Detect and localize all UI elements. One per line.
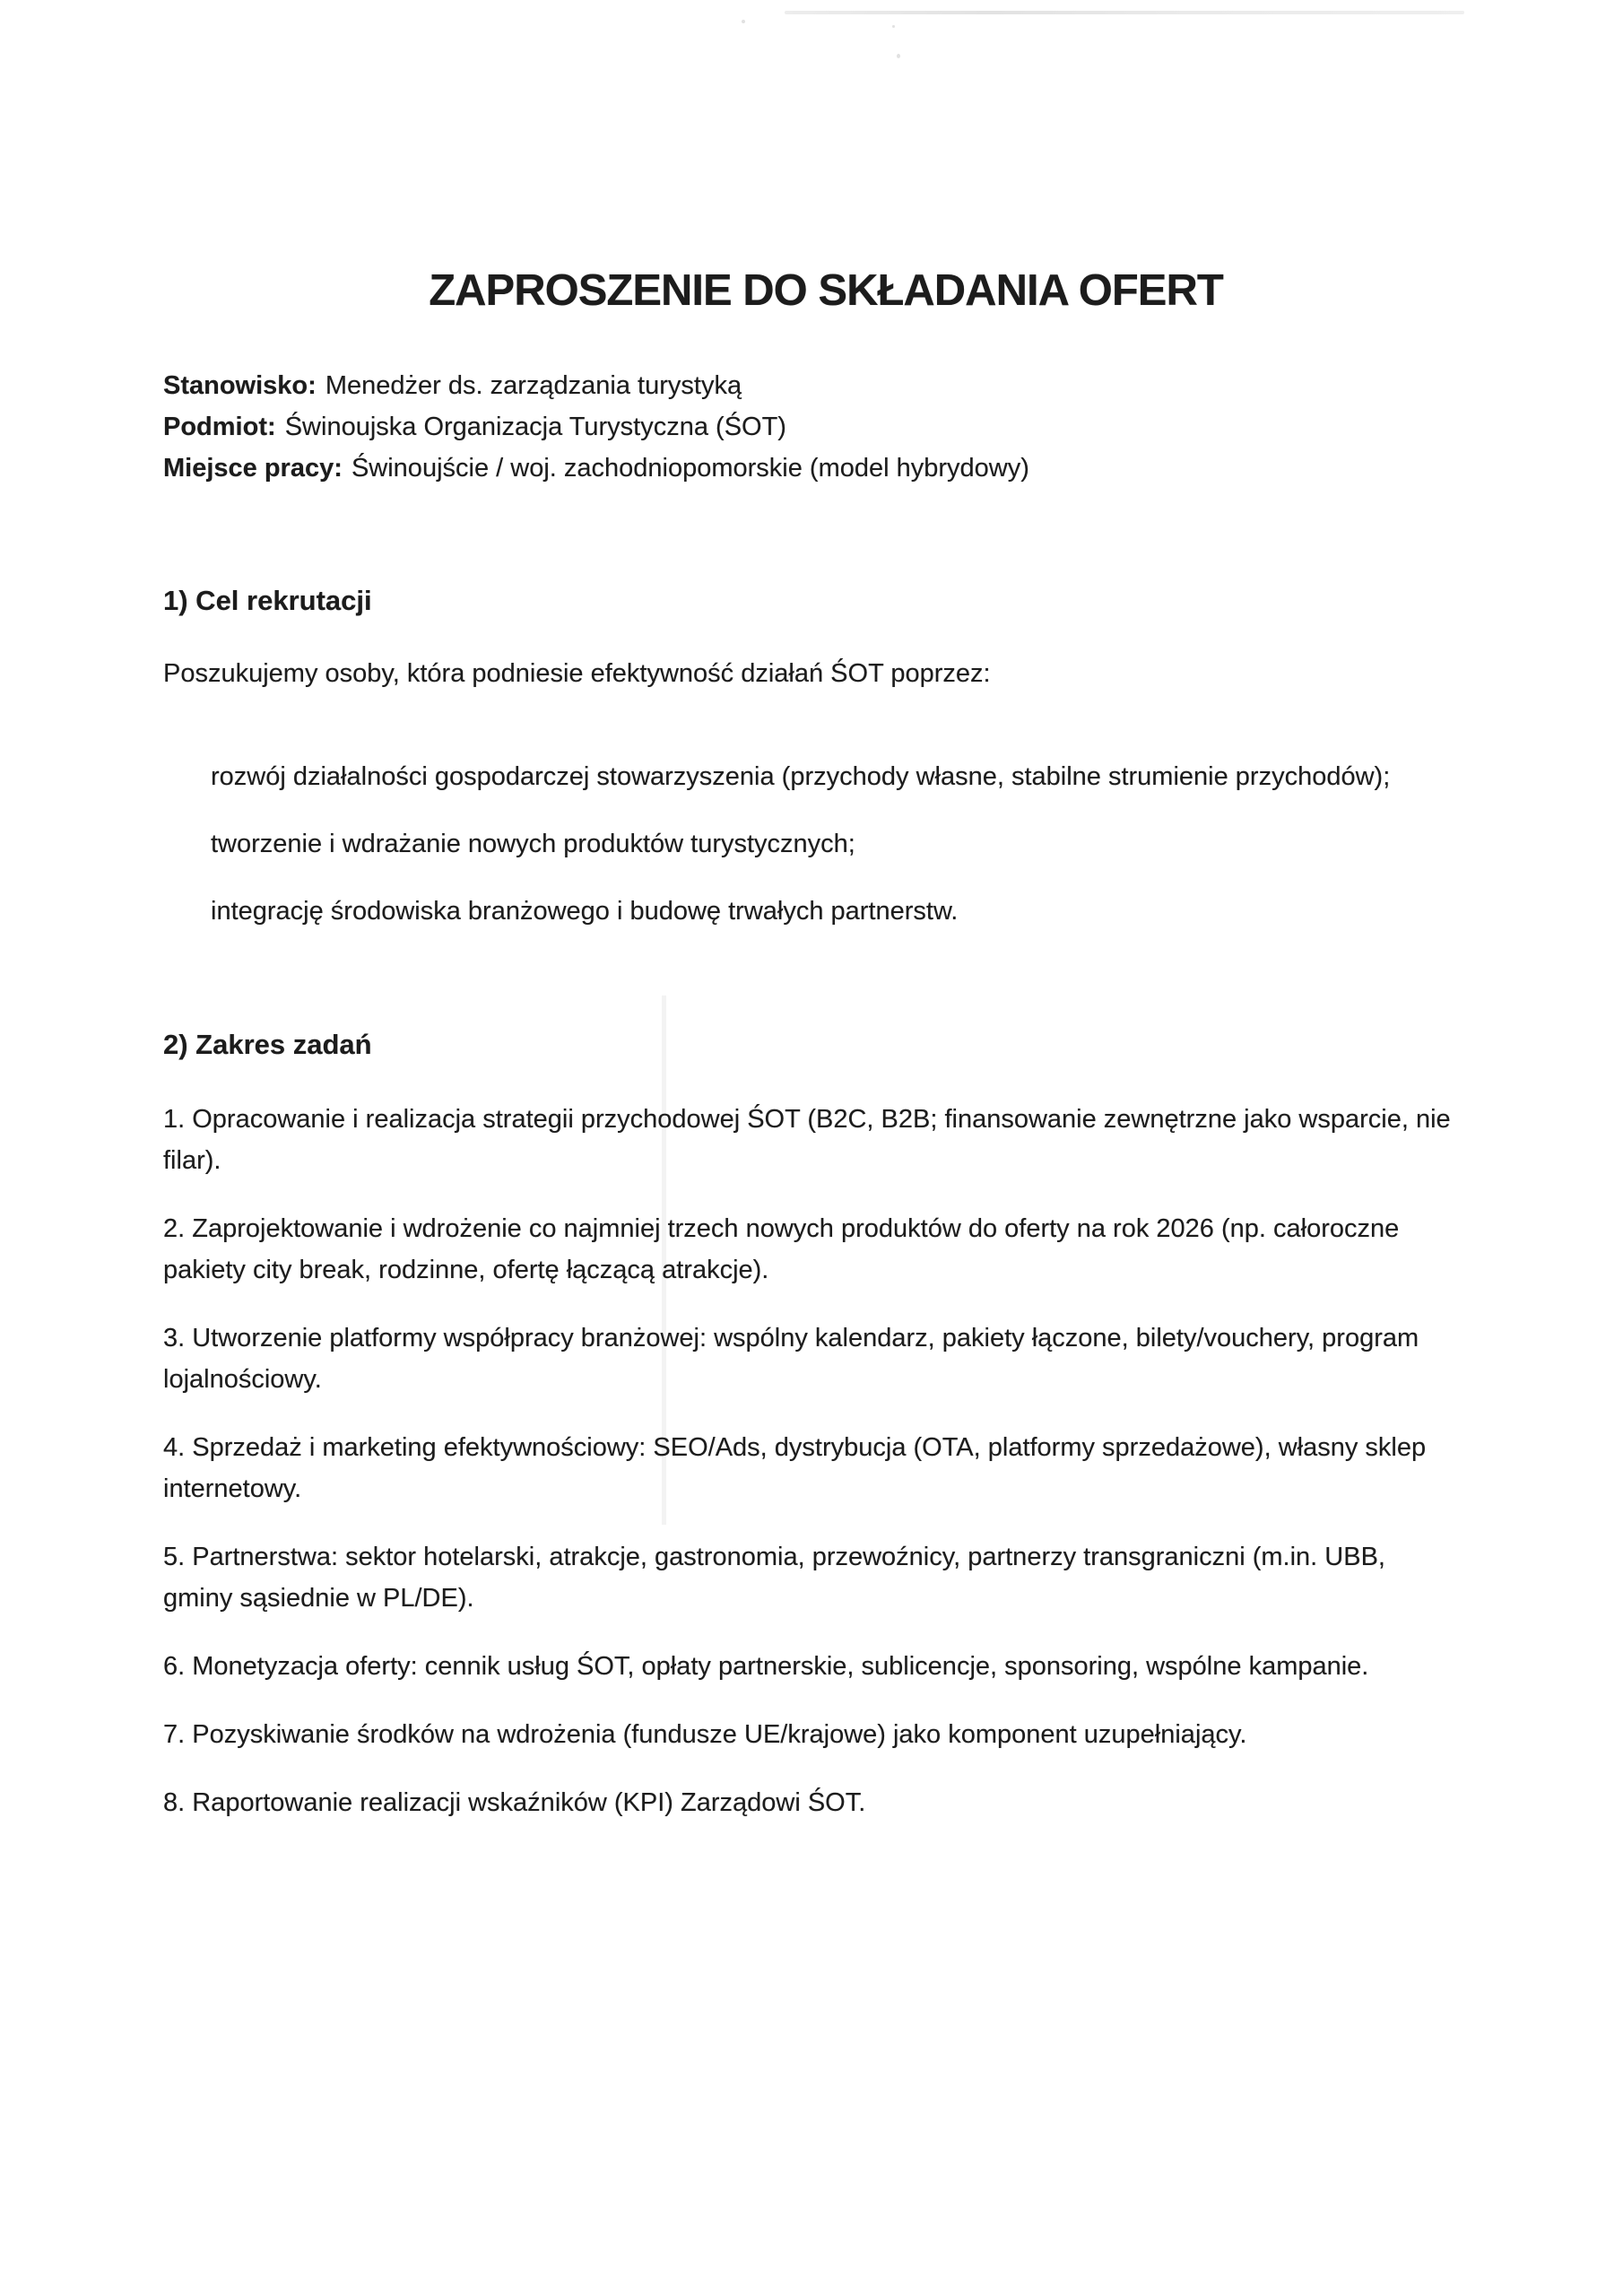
task-item-7	[163, 1714, 1488, 1755]
document-content	[163, 0, 1488, 1850]
task-item-2	[163, 1208, 1488, 1291]
goal-bullet-list	[211, 756, 1488, 932]
meta-value: Świnoujście / woj. zachodniopomorskie (model hybrydowy)	[351, 454, 1029, 483]
task-line: internetowy.	[163, 1474, 302, 1503]
task-item-3	[163, 1318, 1488, 1400]
task-line: filar).	[163, 1146, 221, 1175]
meta-line-entity	[163, 406, 1488, 448]
task-item-6	[163, 1646, 1488, 1687]
section-heading-goal: 1) Cel rekrutacji	[163, 585, 372, 616]
bullet-item: rozwój działalności gospodarczej stowarzyszenia (przychody własne, stabilne strumienie przychodów);	[211, 762, 1391, 791]
section-heading-tasks: 2) Zakres zadań	[163, 1029, 372, 1060]
bullet-item: tworzenie i wdrażanie nowych produktów turystycznych;	[211, 830, 855, 858]
page-title: ZAPROSZENIE DO SKŁADANIA OFERT	[429, 266, 1223, 315]
task-line: lojalnościowy.	[163, 1365, 322, 1394]
task-item-8	[163, 1782, 1488, 1823]
meta-value: Menedżer ds. zarządzania turystyką	[325, 371, 742, 400]
task-list	[163, 1099, 1488, 1823]
task-item-1	[163, 1099, 1488, 1181]
task-line: 5. Partnerstwa: sektor hotelarski, atrakcje, gastronomia, przewoźnicy, partnerzy transgraniczni (m.in. UBB,	[163, 1543, 1385, 1571]
task-line: 7. Pozyskiwanie środków na wdrożenia (fundusze UE/krajowe) jako komponent uzupełniający.	[163, 1720, 1247, 1749]
task-line: gminy sąsiednie w PL/DE).	[163, 1584, 474, 1613]
task-line: 2. Zaprojektowanie i wdrożenie co najmniej trzech nowych produktów do oferty na rok 2026 (np. całoroczne	[163, 1214, 1400, 1243]
task-line: 4. Sprzedaż i marketing efektywnościowy: SEO/Ads, dystrybucja (OTA, platformy sprzedażowe), własny sklep	[163, 1433, 1427, 1462]
task-line: 8. Raportowanie realizacji wskaźników (KPI) Zarządowi ŚOT.	[163, 1788, 866, 1817]
meta-value: Świnoujska Organizacja Turystyczna (ŚOT)	[284, 413, 786, 441]
meta-line-position	[163, 365, 1488, 406]
task-line: pakiety city break, rodzinne, ofertę łączącą atrakcje).	[163, 1256, 769, 1284]
meta-label: Stanowisko:	[163, 371, 317, 400]
task-item-5	[163, 1536, 1488, 1619]
task-line: 3. Utworzenie platformy współpracy branżowej: wspólny kalendarz, pakiety łączone, bilety/vouchery, program	[163, 1324, 1419, 1352]
section-intro: Poszukujemy osoby, która podniesie efektywność działań ŚOT poprzez:	[163, 659, 991, 688]
task-line: 1. Opracowanie i realizacja strategii przychodowej ŚOT (B2C, B2B; finansowanie zewnętrzne jako wsparcie, nie	[163, 1105, 1451, 1134]
meta-line-location	[163, 448, 1488, 489]
meta-label: Podmiot:	[163, 413, 276, 441]
job-meta-block	[163, 365, 1488, 489]
task-item-4	[163, 1427, 1488, 1509]
task-line: 6. Monetyzacja oferty: cennik usług ŚOT, opłaty partnerskie, sublicencje, sponsoring, wspólne kampanie.	[163, 1652, 1369, 1681]
meta-label: Miejsce pracy:	[163, 454, 343, 483]
bullet-item: integrację środowiska branżowego i budowę trwałych partnerstw.	[211, 897, 959, 926]
